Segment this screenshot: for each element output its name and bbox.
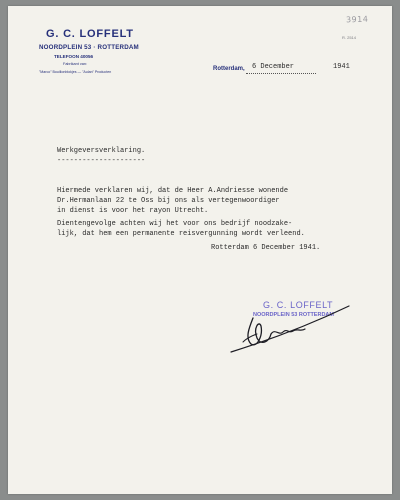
letter-subject: Werkgeversverklaring. [57, 147, 146, 155]
pencil-archive-note: 3914 [345, 14, 369, 25]
body-paragraph-2: Dientengevolge achten wij het voor ons bedrijf noodzake- lijk, dat hem een permanente reisvergunning wordt verleend. [57, 220, 305, 238]
company-address: NOORDPLEIN 53 · ROTTERDAM [39, 44, 139, 51]
date-dotted-line [246, 73, 316, 74]
company-stamp-subline: NOORDPLEIN 53 ROTTERDAM [253, 312, 334, 318]
body-paragraph-1: Hiermede verklaren wij, dat de Heer A.Andriesse wonende Dr.Hermanlaan 22 te Oss bij ons als vertegenwoordiger in dienst is voor het rayon Utrecht. [57, 187, 289, 215]
subject-underline: --------------------- [57, 157, 146, 165]
closing-place-date: Rotterdam 6 December 1941. [211, 244, 321, 252]
company-phone: TELEFOON 40056 [54, 54, 94, 59]
letter-year: 1941 [333, 63, 350, 71]
handwritten-signature [223, 298, 353, 358]
letter-sheet [8, 6, 392, 494]
place-label: Rotterdam, [213, 66, 245, 72]
company-maker-line: Fabrikant van: [63, 62, 88, 66]
company-name: G. C. LOFFELT [46, 28, 134, 40]
company-brands: "Marco" Bouillonblokjes — "Aulan" Producten [39, 70, 112, 74]
company-stamp-name: G. C. LOFFELT [263, 300, 334, 310]
form-code: R. 2514 [342, 35, 357, 40]
letter-date: 6 December [252, 63, 295, 71]
